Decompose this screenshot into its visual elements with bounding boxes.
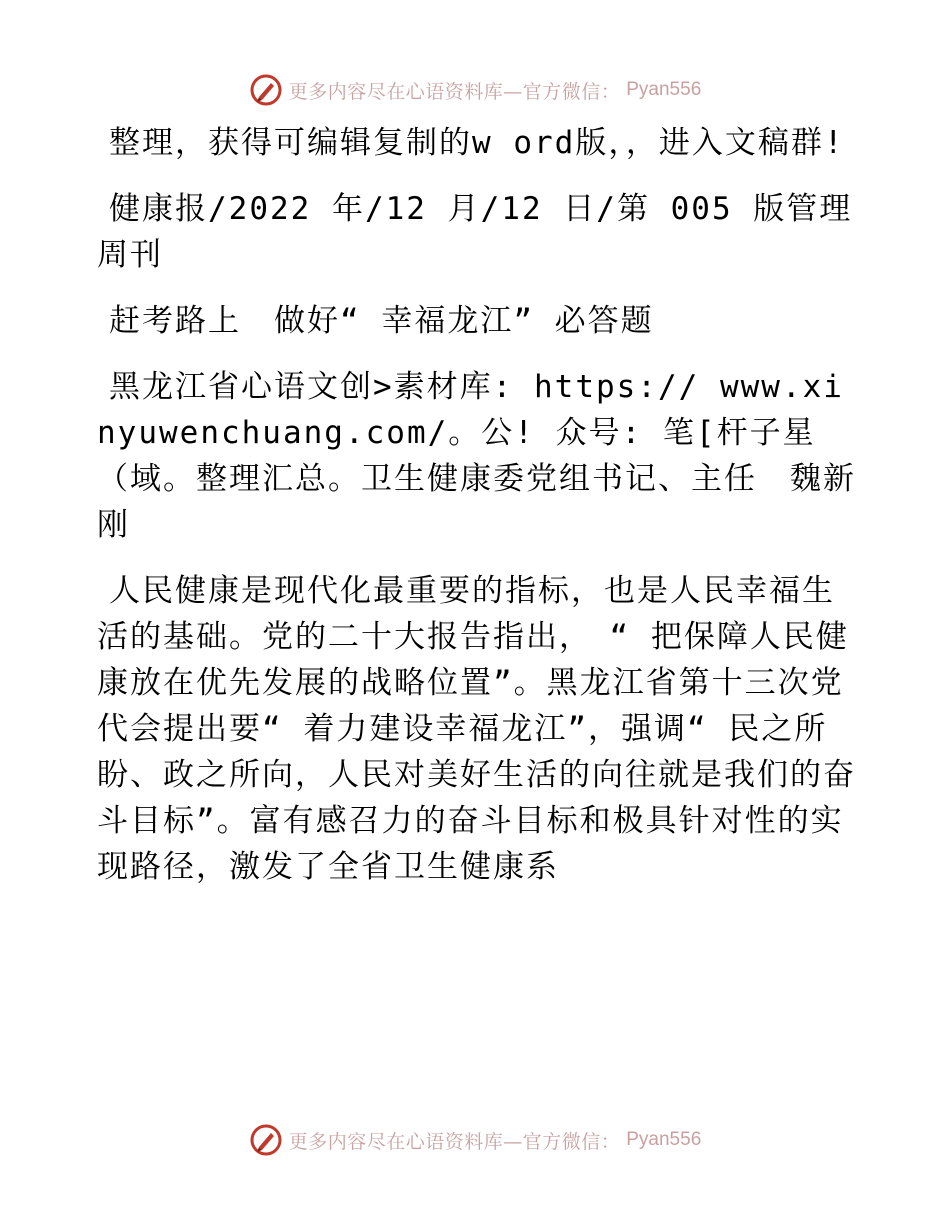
header-watermark (0, 70, 950, 110)
paragraph-body: 人民健康是现代化最重要的指标，也是人民幸福生活的基础。党的二十大报告指出， “ 把保障人民健康放在优先发展的战略位置”。黑龙江省第十三次党代会提出要“ 着力建设幸福龙江”，强调“ 民之所盼、政之所向，人民对美好生活的向往就是我们的奋斗目标”。富有感召力的奋斗目标和极具针对性的实现路径，激发了全省卫生健康系 (97, 573, 856, 885)
watermark-wechat-id: Pyan556 (626, 79, 702, 100)
paragraph-intro-note: 整理，获得可编辑复制的w ord版，，进入文稿群! (109, 125, 845, 161)
pen-logo-icon (249, 73, 283, 107)
watermark-text: 更多内容尽在心语资料库—官方微信： (288, 80, 621, 103)
watermark-text: 更多内容尽在心语资料库—官方微信： (288, 1130, 621, 1153)
paragraph-author: 黑龙江省心语文创>素材库: https:// www.xinyuwenchuang.com/。公! 众号: 笔[杆子星（域。整理汇总。卫生健康委党组书记、主任 魏新刚 (97, 369, 856, 543)
paragraph-source: 健康报/2022 年/12 月/12 日/第 005 版管理周刊 (97, 191, 853, 273)
pen-logo-icon (249, 1123, 283, 1157)
article-title: 赶考路上 做好“ 幸福龙江” 必答题 (109, 303, 654, 339)
document-body (97, 120, 857, 910)
watermark-wechat-id: Pyan556 (626, 1129, 702, 1150)
footer-watermark (0, 1120, 950, 1160)
